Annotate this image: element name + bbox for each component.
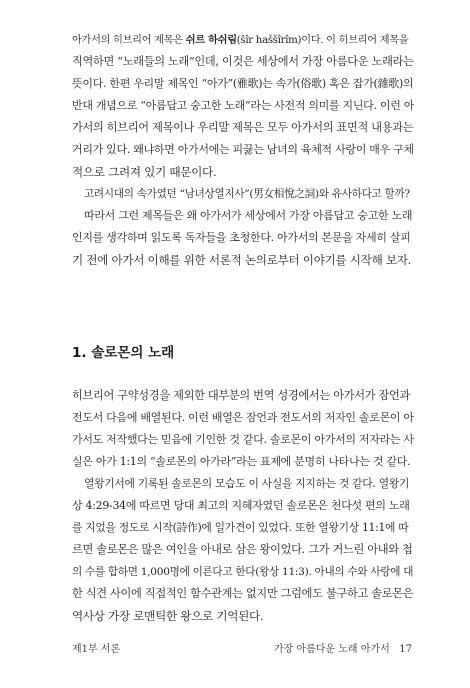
text-line: 따라서 그런 제목들은 왜 아가서가 세상에서 가장 아름답고 숭고한 노래 xyxy=(84,209,413,222)
text-line: 가서의 히브리어 제목이나 우리말 제목은 모두 아가서의 표면적 내용과는 xyxy=(72,121,414,134)
text-line: 고려시대의 속가였던 “남녀상열지사”(男女相悅之詞)와 유사하다고 할까? xyxy=(84,188,410,200)
text-line: 역사상 가장 로맨틱한 왕으로 기억된다. xyxy=(72,609,264,623)
text-line: 르면 솔로몬은 많은 여인을 아내로 삼은 왕이었다. 그가 거느린 아내와 첩 xyxy=(72,543,413,556)
text-line: 아가서의 히브리어 제목은 쉬르 하쉬림(šîr haššîrîm)이다. 이 히브리어 제목을 xyxy=(72,34,409,46)
text-line: 기 전에 아가서 이해를 위한 서론적 논의로부터 이야기를 시작해 보자. xyxy=(72,253,412,267)
text-line: 적으로 그려져 있기 때문이다. xyxy=(72,165,217,179)
text-line: 거리가 있다. 왜냐하면 아가서에는 피끓는 남녀의 육체적 사랑이 매우 구체 xyxy=(72,143,414,156)
text-line: 가서도 저작했다는 믿음에 기인한 것 같다. 솔로몬이 아가서의 저자라는 사 xyxy=(72,433,414,446)
text-line: 뜻이다. 한편 우리말 제목인 “아가”(雅歌)는 속가(俗歌) 혹은 잡가(雜歌)의 xyxy=(72,77,414,90)
text-line: 실은 아가 1:1의 “솔로몬의 아가라”라는 표제에 분명히 나타나는 것 같다. xyxy=(72,455,411,468)
section-heading: 1. 솔로몬의 노래 xyxy=(72,345,175,361)
text-line: 의 수를 합하면 1,000명에 이른다고 한다(왕상 11:3). 아내의 수와 사랑에 대 xyxy=(72,566,414,578)
text-line: 열왕기서에 기록된 솔로몬의 모습도 이 사실을 지지하는 것 같다. 열왕기 xyxy=(84,477,410,490)
text-line: 직역하면 “노래들의 노래”인데, 이것은 세상에서 가장 아름다운 노래라는 xyxy=(72,55,414,68)
text-line: 반대 개념으로 “아름답고 숭고한 노래”라는 사전적 의미를 지닌다. 이런 아 xyxy=(72,99,414,112)
text-line: 인지를 생각하며 읽도록 독자들을 초청한다. 아가서의 본문을 자세히 살피 xyxy=(72,231,411,244)
running-footer-part: 제1부 서론 xyxy=(72,644,121,655)
running-footer-title: 가장 아름다운 노래 아가서 17 xyxy=(273,644,412,655)
hebrew-title-emphasis: 쉬르 하쉬림 xyxy=(185,34,237,46)
text-line: 를 지었을 정도로 시작(詩作)에 일가견이 있었다. 또한 열왕기상 11:1에 따 xyxy=(72,521,409,534)
text-line: 상 4:29-34에 따르면 당대 최고의 지혜자였던 솔로몬은 천다섯 편의 노래 xyxy=(72,499,410,512)
text-line: 히브리어 구약성경을 제외한 대부분의 번역 성경에서는 아가서가 잠언과 xyxy=(72,389,411,402)
text-line: 한 식견 사이에 직접적인 함수관계는 없지만 그럼에도 불구하고 솔로몬은 xyxy=(72,587,414,600)
text-line: 전도서 다음에 배열된다. 이런 배열은 잠언과 전도서의 저자인 솔로몬이 아 xyxy=(72,411,414,424)
